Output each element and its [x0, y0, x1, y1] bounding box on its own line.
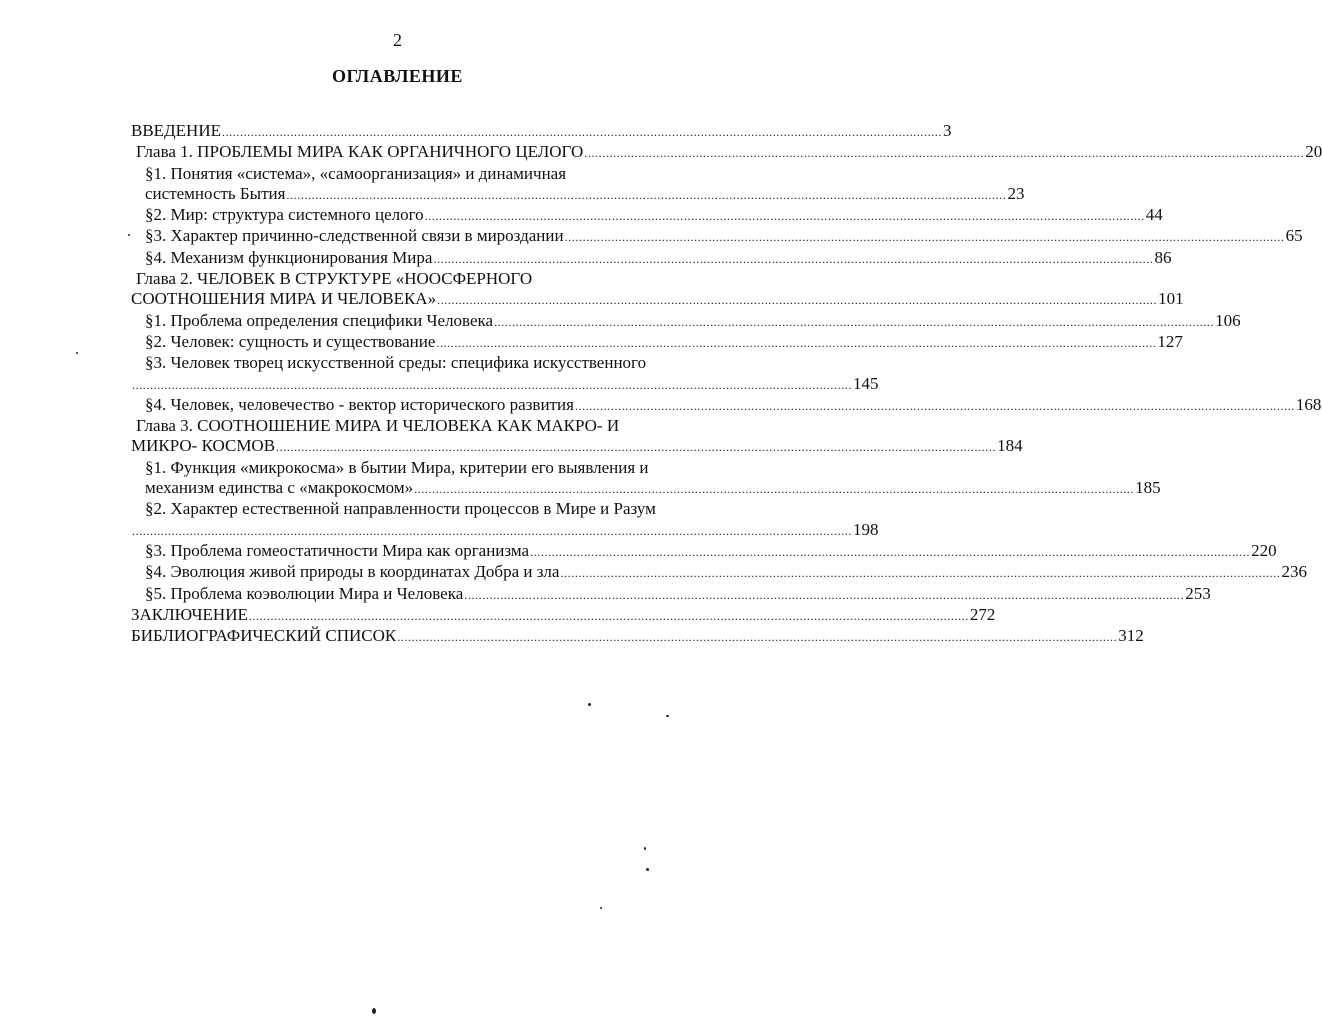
toc-entry-title: §1. Проблема определения специфики Человека — [145, 310, 494, 330]
toc-entry-title: §3. Проблема гомеостатичности Мира как организма — [145, 540, 530, 560]
toc-entry-ch2-s3-line1 — [131, 353, 726, 373]
toc-entry-page: 253 — [1185, 583, 1211, 603]
toc-entry-title: §1. Понятия «система», «самоорганизация» и динамичная — [145, 163, 567, 183]
toc-entry-chapter-3-line1 — [131, 416, 726, 436]
dot-leader: ........................................................................................................................................................................................................ — [276, 440, 997, 455]
toc-entry-intro — [131, 121, 952, 142]
toc-entry-ch3-s3 — [131, 540, 1277, 562]
toc-entry-ch1-s4 — [131, 247, 1172, 269]
scan-speck — [588, 703, 591, 706]
toc-entry-page: 20 — [1305, 142, 1322, 162]
dot-leader: ........................................................................................................................................................................................................ — [221, 125, 942, 139]
dot-leader: ........................................................................................................................................................................................................ — [132, 377, 852, 392]
toc-entry-title: §3. Характер причинно-следственной связи в мироздании — [145, 226, 564, 246]
dot-leader: ........................................................................................................................................................................................................ — [464, 587, 1185, 602]
scan-speck — [600, 907, 602, 909]
dot-leader: ........................................................................................................................................................................................................ — [433, 251, 1154, 266]
toc-entry-ch3-s5 — [131, 583, 1211, 605]
dot-leader: ........................................................................................................................................................................................................ — [584, 146, 1305, 161]
toc-entry-chapter-1 — [131, 142, 1322, 163]
toc-entry-ch3-s2-line1 — [131, 499, 726, 519]
toc-entry-page: 23 — [1007, 183, 1025, 203]
toc-entry-title: §5. Проблема коэволюции Мира и Человека — [145, 583, 464, 603]
toc-entry-title: §1. Функция «микрокосма» в бытии Мира, критерии его выявления и — [145, 457, 649, 477]
toc-entry-page: 106 — [1215, 310, 1241, 330]
toc-entry-page: 312 — [1118, 626, 1144, 646]
toc-entry-title: системность Бытия — [145, 183, 286, 203]
toc-entry-title: Глава 3. СООТНОШЕНИЕ МИРА И ЧЕЛОВЕКА КАК МАКРО- И — [136, 416, 620, 436]
toc-entry-title: Глава 1. ПРОБЛЕМЫ МИРА КАК ОРГАНИЧНОГО ЦЕЛОГО — [136, 142, 584, 162]
toc-entry-title: механизм единства с «макрокосмом» — [145, 478, 414, 498]
dot-leader: ........................................................................................................................................................................................................ — [286, 187, 1007, 202]
dot-leader: ........................................................................................................................................................................................................ — [248, 608, 969, 623]
toc-entry-conclusion — [131, 604, 996, 626]
dot-leader: ........................................................................................................................................................................................................ — [574, 398, 1295, 413]
toc-entry-title: §3. Человек творец искусственной среды: специфика искусственного — [145, 353, 647, 373]
toc-entry-title: ЗАКЛЮЧЕНИЕ — [131, 604, 248, 624]
scan-speck — [76, 352, 78, 354]
toc-entry-chapter-3 — [131, 436, 1023, 457]
toc-entry-page: 168 — [1295, 394, 1322, 414]
dot-leader: ........................................................................................................................................................................................................ — [397, 630, 1118, 645]
toc-entry-title: §4. Человек, человечество - вектор исторического развития — [145, 394, 574, 414]
scan-speck — [128, 234, 130, 236]
toc-entry-title: §4. Эволюция живой природы в координатах Добра и зла — [145, 562, 560, 582]
scan-speck — [372, 1008, 376, 1014]
toc-entry-page: 236 — [1281, 562, 1307, 582]
dot-leader: ........................................................................................................................................................................................................ — [494, 314, 1215, 329]
dot-leader: ........................................................................................................................................................................................................ — [560, 566, 1281, 581]
toc-entry-page: 86 — [1154, 247, 1172, 267]
toc-entry-page: 101 — [1158, 289, 1184, 309]
toc-entry-bibliography — [131, 626, 1144, 647]
toc-entry-page: 145 — [853, 373, 879, 393]
toc-entry-title: §2. Характер естественной направленности процессов в Мире и Разум — [145, 499, 656, 519]
toc-entry-title: ВВЕДЕНИЕ — [131, 121, 221, 140]
toc-entry-page: 44 — [1145, 205, 1163, 225]
toc-entry-ch1-s1-line1 — [131, 164, 726, 184]
dot-leader: ........................................................................................................................................................................................................ — [414, 482, 1135, 497]
toc-entry-page: 185 — [1135, 478, 1161, 498]
toc-entry-title: §2. Человек: сущность и существование — [145, 331, 436, 351]
toc-entry-page: 198 — [853, 519, 879, 539]
toc-entry-ch2-s1 — [131, 310, 1241, 332]
toc-entry-title: §2. Мир: структура системного целого — [145, 205, 424, 225]
toc-entry-title: МИКРО- КОСМОВ — [131, 436, 276, 456]
toc-entry-title: §4. Механизм функционирования Мира — [145, 247, 433, 267]
dot-leader: ........................................................................................................................................................................................................ — [564, 230, 1285, 245]
toc-entry-ch1-s1 — [131, 183, 1025, 205]
toc-entry-ch2-s2 — [131, 331, 1183, 353]
toc-entry-chapter-2 — [131, 289, 1184, 310]
toc-entry-chapter-2-line1 — [131, 269, 726, 289]
toc-entry-page: 65 — [1285, 226, 1303, 246]
toc-heading: ОГЛАВЛЕНИЕ — [332, 66, 463, 86]
dot-leader: ........................................................................................................................................................................................................ — [436, 335, 1157, 350]
toc-entry-title: СООТНОШЕНИЯ МИРА И ЧЕЛОВЕКА» — [131, 289, 437, 309]
scan-speck — [644, 847, 646, 850]
dot-leader: ........................................................................................................................................................................................................ — [437, 293, 1158, 308]
toc-entry-title: БИБЛИОГРАФИЧЕСКИЙ СПИСОК — [131, 626, 397, 646]
toc-entry-title: Глава 2. ЧЕЛОВЕК В СТРУКТУРЕ «НООСФЕРНОГО — [136, 269, 533, 289]
toc-entry-ch3-s1-line1 — [131, 458, 726, 478]
toc-entry-page: 272 — [969, 604, 996, 624]
toc-entry-ch2-s4 — [131, 394, 1322, 416]
toc-entry-page: 184 — [997, 436, 1023, 456]
toc-entry-page: 3 — [942, 121, 952, 140]
toc-entry-ch1-s3 — [131, 226, 1303, 247]
page-number: 2 — [393, 30, 402, 50]
toc-entry-ch3-s2 — [131, 519, 879, 541]
dot-leader: ........................................................................................................................................................................................................ — [132, 523, 852, 538]
toc-entry-page: 220 — [1251, 540, 1277, 560]
table-of-contents — [131, 121, 1322, 647]
toc-entry-page: 127 — [1157, 331, 1183, 351]
scan-speck — [646, 868, 649, 871]
toc-entry-ch3-s1 — [131, 478, 1161, 499]
scan-speck — [666, 715, 669, 717]
toc-entry-ch1-s2 — [131, 205, 1163, 226]
toc-entry-ch2-s3 — [131, 373, 879, 395]
dot-leader: ........................................................................................................................................................................................................ — [530, 544, 1251, 559]
toc-entry-ch3-s4 — [131, 562, 1307, 583]
dot-leader: ........................................................................................................................................................................................................ — [424, 209, 1145, 224]
